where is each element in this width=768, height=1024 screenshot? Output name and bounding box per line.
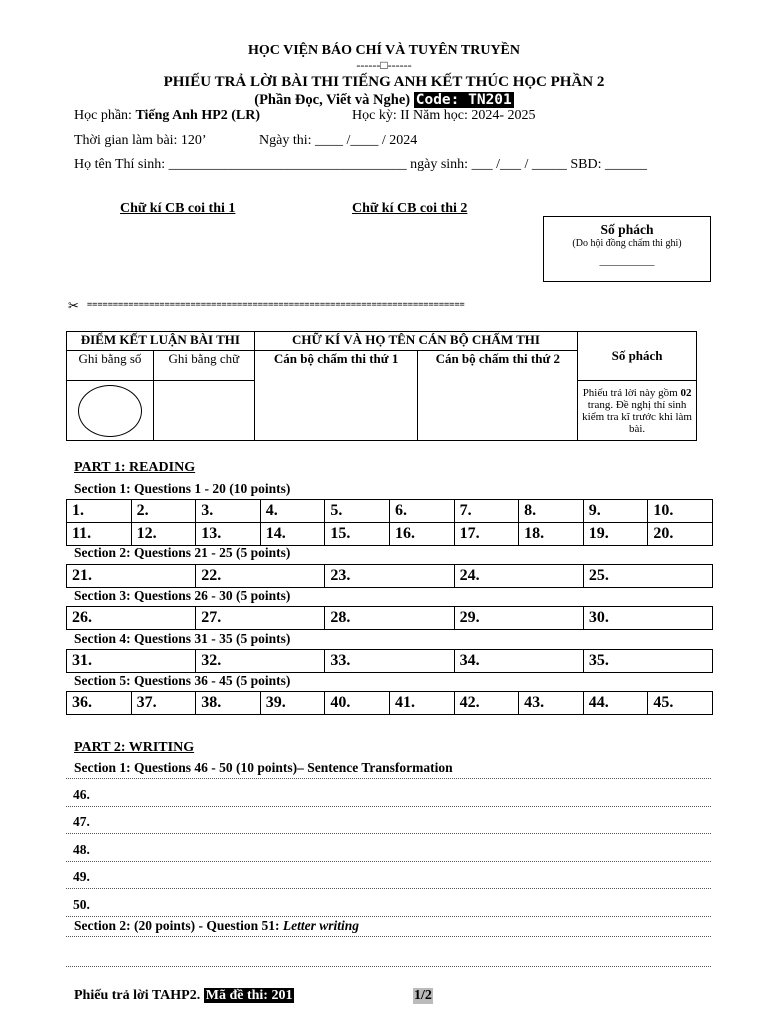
answer-cell[interactable]: 11. <box>72 525 92 542</box>
exam-date: Ngày thi: ____ /____ / 2024 <box>259 133 418 148</box>
answer-cell[interactable]: 21. <box>72 567 92 584</box>
examiner2-header: Cán bộ chấm thi thứ 2 <box>418 351 578 441</box>
answer-cell[interactable]: 30. <box>583 607 712 629</box>
letter-line[interactable] <box>66 940 711 967</box>
reading-section1-title: Section 1: Questions 1 - 20 (10 points) <box>74 481 291 496</box>
so-phach-box <box>543 216 711 282</box>
grading-table <box>66 331 697 441</box>
letter-line[interactable] <box>66 918 711 937</box>
so-phach-title: Số phách <box>600 222 654 237</box>
answer-cell[interactable]: 38. <box>195 692 260 714</box>
footer-label-line <box>74 988 294 1004</box>
form-title: PHIẾU TRẢ LỜI BÀI THI TIẾNG ANH KẾT THÚC HỌC PHẦN 2 <box>163 74 605 90</box>
answer-cell[interactable]: 44. <box>583 692 648 714</box>
answer-cell[interactable]: 39. <box>260 692 325 714</box>
writing-line-46[interactable]: 46. <box>66 780 711 807</box>
answer-cell[interactable]: 8. <box>518 500 583 522</box>
writing-section1-title: Section 1: Questions 46 - 50 (10 points)– Sentence Transformation <box>74 760 453 775</box>
header-separator: ------□------ <box>356 58 412 72</box>
answer-cell[interactable]: 22. <box>195 565 324 587</box>
answer-cell[interactable]: 10. <box>647 500 712 522</box>
answer-cell[interactable]: 1. <box>72 502 84 519</box>
answer-cell[interactable]: 13. <box>195 523 260 545</box>
answer-cell[interactable]: 33. <box>324 650 453 672</box>
answer-cell[interactable]: 20. <box>647 523 712 545</box>
answer-cell[interactable]: 14. <box>260 523 325 545</box>
page-number: 1/2 <box>414 988 432 1003</box>
semester: Học kỳ: II Năm học: 2024- 2025 <box>352 108 536 123</box>
answer-cell[interactable]: 25. <box>583 565 712 587</box>
answer-cell[interactable]: 35. <box>583 650 712 672</box>
score-number-header: Ghi bằng số <box>67 351 154 381</box>
reading-section4-title: Section 4: Questions 31 - 35 (5 points) <box>74 631 291 646</box>
exam-code: Code: TN201 <box>415 92 512 108</box>
answer-cell[interactable]: 26. <box>72 609 92 626</box>
cut-line: ========================================================================= <box>87 300 465 310</box>
footer-label: Phiếu trả lời TAHP2. <box>74 988 201 1003</box>
reading-section5-title: Section 5: Questions 36 - 45 (5 points) <box>74 673 291 688</box>
score-circle <box>78 385 142 437</box>
answer-cell[interactable]: 32. <box>195 650 324 672</box>
answer-cell[interactable]: 27. <box>195 607 324 629</box>
answer-cell[interactable]: 40. <box>324 692 389 714</box>
writing-line-47[interactable]: 47. <box>66 807 711 834</box>
answer-grid-s5 <box>66 691 713 715</box>
answer-cell[interactable]: 36. <box>72 694 92 711</box>
part2-title: PART 2: WRITING <box>74 740 195 755</box>
writing-line <box>66 760 711 779</box>
answer-cell[interactable]: 7. <box>454 500 519 522</box>
answer-cell[interactable]: 34. <box>454 650 583 672</box>
so-phach-header: Số phách <box>578 332 697 381</box>
reading-section3-title: Section 3: Questions 26 - 30 (5 points) <box>74 588 291 603</box>
conclusion-header: ĐIỂM KẾT LUẬN BÀI THI <box>67 332 255 351</box>
form-subtitle: (Phần Đọc, Viết và Nghe) <box>254 92 411 108</box>
answer-cell[interactable]: 9. <box>583 500 648 522</box>
so-phach-note: (Do hội đồng chấm thi ghi) <box>572 238 682 249</box>
answer-cell[interactable]: 31. <box>72 652 92 669</box>
answer-cell[interactable]: 16. <box>389 523 454 545</box>
answer-cell[interactable]: 6. <box>389 500 454 522</box>
writing-line-48[interactable]: 48. <box>66 835 711 862</box>
form-subtitle-line <box>0 92 768 109</box>
answer-cell[interactable]: 4. <box>260 500 325 522</box>
writing-section2-title: Section 2: (20 points) - Question 51: Letter writing <box>74 918 360 933</box>
answer-cell[interactable]: 37. <box>131 692 196 714</box>
score-number-cell <box>67 381 154 441</box>
answer-cell[interactable]: 45. <box>647 692 712 714</box>
candidate-info: Họ tên Thí sinh: __________________________________ ngày sinh: ___ /___ / _____ SBD: ______ <box>74 157 647 172</box>
answer-cell[interactable]: 23. <box>324 565 453 587</box>
writing-line-50[interactable]: 50. <box>66 890 711 917</box>
answer-grid-s3 <box>66 606 713 630</box>
proctor2-signature: Chữ kí CB coi thi 2 <box>352 201 468 216</box>
answer-cell[interactable]: 2. <box>131 500 196 522</box>
answer-cell[interactable]: 5. <box>324 500 389 522</box>
duration: Thời gian làm bài: 120’ <box>74 133 207 148</box>
answer-cell[interactable]: 42. <box>454 692 519 714</box>
institution-name: HỌC VIỆN BÁO CHÍ VÀ TUYÊN TRUYỀN <box>247 43 520 58</box>
course-value: Tiếng Anh HP2 (LR) <box>135 108 261 123</box>
reading-section2-title: Section 2: Questions 21 - 25 (5 points) <box>74 545 291 560</box>
part1-title: PART 1: READING <box>74 460 196 475</box>
answer-grid-s2 <box>66 564 713 588</box>
answer-cell[interactable]: 12. <box>131 523 196 545</box>
answer-grid-s4 <box>66 649 713 673</box>
answer-cell[interactable]: 24. <box>454 565 583 587</box>
answer-cell[interactable]: 43. <box>518 692 583 714</box>
answer-cell[interactable]: 3. <box>195 500 260 522</box>
examiner1-header: Cán bộ chấm thi thứ 1 <box>254 351 418 441</box>
course-label: Học phần: <box>74 108 136 123</box>
answer-cell[interactable]: 29. <box>454 607 583 629</box>
score-words-cell <box>153 381 254 441</box>
answer-grid-s1 <box>66 499 713 546</box>
answer-cell[interactable]: 15. <box>324 523 389 545</box>
proctor1-signature: Chữ kí CB coi thi 1 <box>120 201 236 216</box>
answer-cell[interactable]: 19. <box>583 523 648 545</box>
answer-cell[interactable]: 41. <box>389 692 454 714</box>
page-note: Phiếu trả lời này gồm 02 trang. Đề nghị thí sinh kiểm tra kĩ trước khi làm bài. <box>578 381 697 441</box>
answer-cell[interactable]: 17. <box>454 523 519 545</box>
footer-exam-code: Mã đề thi: 201 <box>205 988 293 1003</box>
writing-line-49[interactable]: 49. <box>66 862 711 889</box>
answer-cell[interactable]: 28. <box>324 607 453 629</box>
so-phach-line: __________ <box>599 255 655 267</box>
course-line <box>74 108 260 124</box>
examiners-header: CHỮ KÍ VÀ HỌ TÊN CÁN BỘ CHẤM THI <box>254 332 577 351</box>
scissors-icon: ✂ <box>68 298 79 313</box>
score-words-header: Ghi bằng chữ <box>153 351 254 381</box>
answer-cell[interactable]: 18. <box>518 523 583 545</box>
